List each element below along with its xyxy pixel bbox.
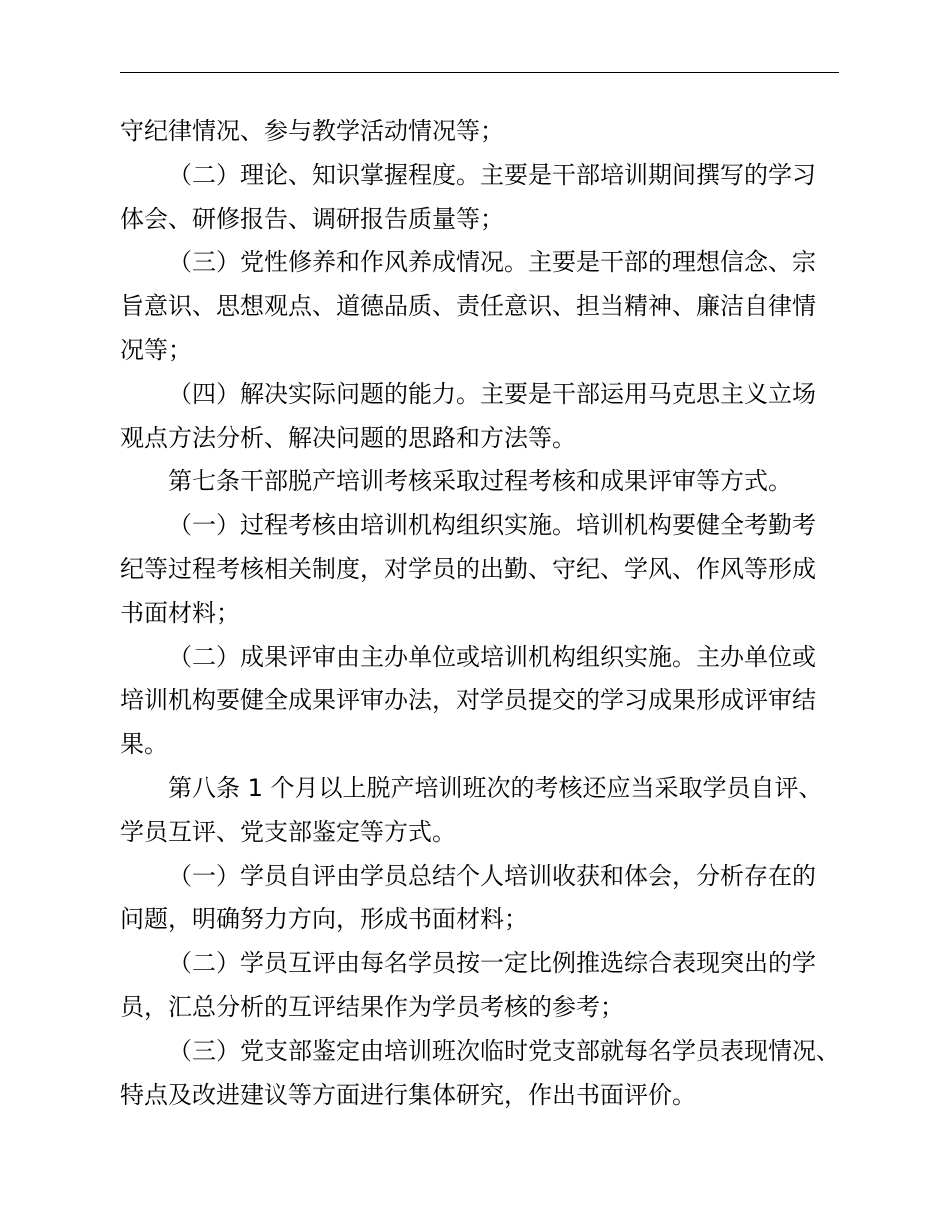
text-line: 守纪律情况、参与教学活动情况等； (120, 117, 504, 145)
text-line: 员，汇总分析的互评结果作为学员考核的参考； (120, 992, 624, 1021)
text-line: 旨意识、思想观点、道德品质、责任意识、担当精神、廉洁自律情 (120, 292, 816, 321)
text-line: 书面材料； (120, 598, 240, 627)
text-line: 学员互评、党支部鉴定等方式。 (120, 817, 456, 846)
document-body (120, 110, 845, 1117)
text-line: （一）过程考核由培训机构组织实施。培训机构要健全考勤考 (168, 511, 816, 540)
text-line: （三）党性修养和作风养成情况。主要是干部的理想信念、宗 (168, 248, 816, 277)
text-line: 况等； (120, 335, 192, 364)
text-line: （三）党支部鉴定由培训班次临时党支部就每名学员表现情况、 (168, 1036, 840, 1065)
text-line: 体会、研修报告、调研报告质量等； (120, 204, 504, 233)
text-line: 果。 (120, 730, 168, 759)
text-line: 培训机构要健全成果评审办法，对学员提交的学习成果形成评审结 (120, 686, 816, 715)
text-line: 第七条干部脱产培训考核采取过程考核和成果评审等方式。 (168, 467, 792, 496)
text-line: （一）学员自评由学员总结个人培训收获和体会，分析存在的 (168, 861, 816, 890)
text-line: 第八条 1 个月以上脱产培训班次的考核还应当采取学员自评、 (168, 773, 823, 802)
text-line: （二）理论、知识掌握程度。主要是干部培训期间撰写的学习 (168, 160, 816, 189)
text-line: （二）成果评审由主办单位或培训机构组织实施。主办单位或 (168, 642, 816, 671)
header-rule (120, 72, 839, 73)
text-line: 特点及改进建议等方面进行集体研究，作出书面评价。 (120, 1080, 696, 1109)
text-line: （二）学员互评由每名学员按一定比例推选综合表现突出的学 (168, 949, 816, 978)
text-line: 观点方法分析、解决问题的思路和方法等。 (120, 423, 576, 452)
text-line: 纪等过程考核相关制度，对学员的出勤、守纪、学风、作风等形成 (120, 554, 816, 583)
text-line: 问题，明确努力方向，形成书面材料； (120, 905, 528, 934)
text-line: （四）解决实际问题的能力。主要是干部运用马克思主义立场 (168, 379, 816, 408)
